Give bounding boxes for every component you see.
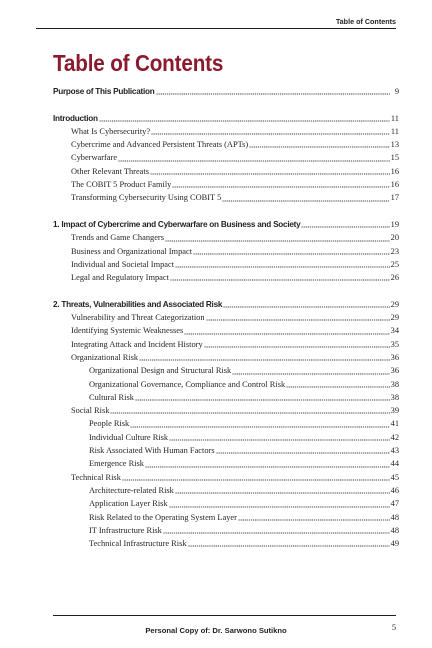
toc-entry-label: Other Relevant Threats [71,166,149,176]
header-divider [36,28,396,29]
dot-leader [175,487,390,494]
dot-leader [184,328,389,335]
toc-entry-page: 35 [390,339,399,349]
toc-entry[interactable] [53,324,399,337]
toc-entry-page: 39 [390,406,399,416]
toc-subentry[interactable] [53,484,399,497]
dot-leader [150,168,390,175]
toc-subentry[interactable] [53,537,399,550]
dot-leader [249,141,389,148]
toc-entry-page: 11 [390,113,399,123]
toc-entry[interactable] [53,138,399,151]
toc-entry-label: The COBIT 5 Product Family [71,180,172,190]
dot-leader [135,394,390,401]
running-header: Table of Contents [335,17,396,26]
spacer [53,284,399,297]
toc-entry[interactable] [53,338,399,351]
dot-leader [172,181,389,188]
dot-leader [99,115,390,122]
toc-entry-label: Cyberwarfare [71,153,118,163]
toc-entry-label: Legal and Regulatory Impact [71,273,169,283]
toc-entry-label: Organizational Design and Structural Risk [89,366,232,376]
dot-leader [188,540,390,547]
footer-copy-notice: Personal Copy of: Dr. Sarwono Sutikno [145,626,287,635]
toc-entry-label: Social Risk [71,406,110,416]
toc-entry-page: 13 [390,140,399,150]
toc-entry-label: Integrating Attack and Incident History [71,339,203,349]
dot-leader [169,501,390,508]
dot-leader [286,381,389,388]
dot-leader [163,527,390,534]
toc-entry-page: 19 [390,219,399,229]
toc-entry-page: 48 [390,512,399,522]
toc-entry-label: Architecture-related Risk [89,485,174,495]
toc-entry[interactable] [53,271,399,284]
toc-entry-page: 25 [390,259,399,269]
toc-entry-label: Identifying Systemic Weaknesses [71,326,184,336]
toc-entry-page: 38 [390,379,399,389]
toc-entry-label: Technical Infrastructure Risk [89,539,187,549]
toc-entry-page: 23 [390,246,399,256]
toc-entry[interactable] [53,125,399,138]
toc-subentry[interactable] [53,457,399,470]
toc-entry-chapter-2[interactable] [53,298,399,311]
dot-leader [110,407,389,414]
toc-subentry[interactable] [53,378,399,391]
dot-leader [222,195,389,202]
toc-entry-page: 46 [390,485,399,495]
toc-entry-page: 26 [390,273,399,283]
dot-leader [301,221,389,228]
toc-entry-page: 29 [390,299,399,309]
toc-entry-technical-risk[interactable] [53,471,399,484]
page-title: Table of Contents [53,50,224,76]
dot-leader [151,128,390,135]
toc-entry-label: IT Infrastructure Risk [89,525,162,535]
toc-entry-label: Risk Associated With Human Factors [89,446,215,456]
toc-entry[interactable] [53,258,399,271]
toc-entry-label: Individual and Societal Impact [71,259,175,269]
toc-entry-page: 44 [390,459,399,469]
toc-entry-label: 2. Threats, Vulnerabilities and Associated Risk [53,299,223,309]
table-of-contents [53,85,399,550]
toc-entry-label: Cybercrime and Advanced Persistent Threats (APTs) [71,140,249,150]
dot-leader [206,314,390,321]
toc-entry-label: What Is Cybersecurity? [71,126,151,136]
toc-subentry[interactable] [53,524,399,537]
dot-leader [232,368,389,375]
dot-leader [156,88,390,95]
toc-entry-page: 45 [390,472,399,482]
dot-leader [165,235,390,242]
toc-entry-page: 47 [390,499,399,509]
toc-entry-page: 16 [390,180,399,190]
dot-leader [238,514,390,521]
toc-entry[interactable] [53,231,399,244]
toc-entry-page: 36 [390,366,399,376]
toc-entry-social-risk[interactable] [53,404,399,417]
toc-entry-page: 36 [390,352,399,362]
toc-entry[interactable] [53,245,399,258]
toc-entry-label: Risk Related to the Operating System Layer [89,512,237,522]
toc-entry-label: Vulnerability and Threat Categorization [71,313,205,323]
toc-entry-chapter-1[interactable] [53,218,399,231]
toc-entry-page: 41 [390,419,399,429]
toc-entry-label: People Risk [89,419,130,429]
toc-entry-label: 1. Impact of Cybercrime and Cyberwarfare on Business and Society [53,219,301,229]
dot-leader [169,434,390,441]
dot-leader [122,474,390,481]
toc-entry[interactable] [53,151,399,164]
toc-entry-page: 20 [390,233,399,243]
toc-entry-page: 48 [390,525,399,535]
spacer [53,205,399,218]
toc-subentry[interactable] [53,417,399,430]
toc-subentry[interactable] [53,364,399,377]
footer-divider [53,615,396,616]
toc-subentry[interactable] [53,511,399,524]
toc-entry-label: Individual Culture Risk [89,432,169,442]
toc-entry[interactable] [53,165,399,178]
toc-entry-page: 49 [390,539,399,549]
toc-entry-page: 11 [390,126,399,136]
dot-leader [170,274,390,281]
toc-entry-page: 9 [394,87,399,96]
toc-entry-organizational-risk[interactable] [53,351,399,364]
toc-entry-page: 38 [390,392,399,402]
toc-entry-page: 16 [390,166,399,176]
toc-entry-label: Transforming Cybersecurity Using COBIT 5 [71,193,222,203]
toc-entry-purpose[interactable] [53,85,399,98]
toc-entry[interactable] [53,191,399,204]
toc-entry-page: 29 [390,313,399,323]
toc-subentry[interactable] [53,497,399,510]
toc-entry-label: Cultural Risk [89,392,134,402]
toc-entry-label: Emergence Risk [89,459,144,469]
dot-leader [145,461,390,468]
toc-entry-label: Organizational Risk [71,352,139,362]
toc-entry-page: 15 [390,153,399,163]
toc-entry-page: 34 [390,326,399,336]
toc-entry-page: 17 [390,193,399,203]
toc-entry-page: 43 [390,446,399,456]
toc-entry-introduction[interactable] [53,112,399,125]
toc-entry-label: Technical Risk [71,472,121,482]
dot-leader [139,354,390,361]
dot-leader [204,341,390,348]
dot-leader [193,248,390,255]
dot-leader [223,301,389,308]
toc-entry[interactable] [53,311,399,324]
dot-leader [216,447,390,454]
toc-entry-label: Application Layer Risk [89,499,168,509]
page-number: 5 [391,623,396,632]
toc-entry-page: 42 [390,432,399,442]
toc-entry[interactable] [53,178,399,191]
dot-leader [175,261,390,268]
toc-entry-label: Introduction [53,113,98,123]
toc-entry-label: Trends and Game Changers [71,233,164,243]
toc-entry-label: Purpose of This Publication [53,87,155,96]
dot-leader [130,421,389,428]
toc-entry-label: Business and Organizational Impact [71,246,193,256]
spacer [53,98,399,111]
toc-subentry[interactable] [53,444,399,457]
dot-leader [118,155,390,162]
toc-subentry[interactable] [53,391,399,404]
toc-entry-label: Organizational Governance, Compliance and Control Risk [89,379,286,389]
toc-subentry[interactable] [53,431,399,444]
